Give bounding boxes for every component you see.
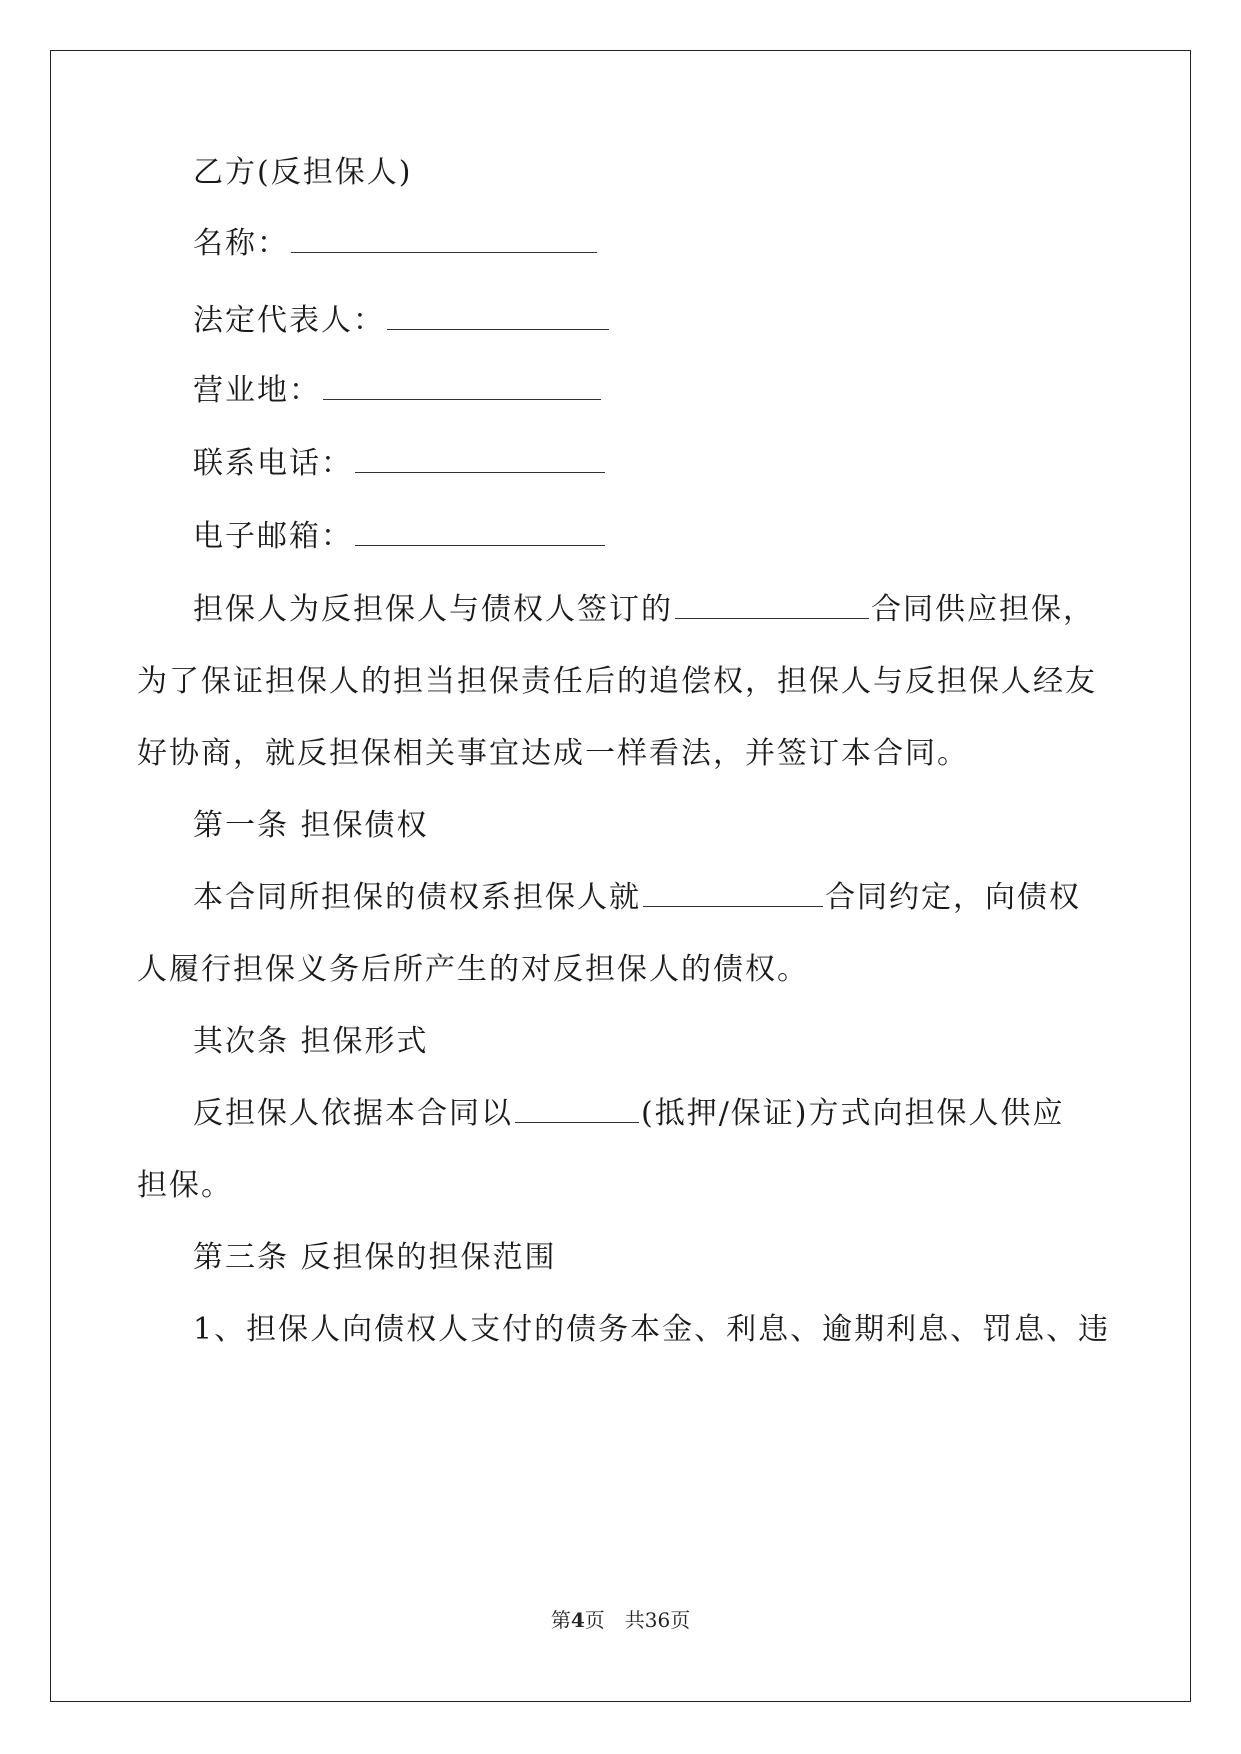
article-1-line-2-text: 人履行担保义务后所产生的对反担保人的债权。	[137, 952, 809, 987]
name-blank	[291, 226, 597, 253]
article-1-title-text: 第一条 担保债权	[193, 808, 429, 843]
intro-contract-blank	[675, 592, 869, 619]
email-label: 电子邮箱：	[193, 519, 353, 554]
article-2-line-2-text: 担保。	[137, 1168, 233, 1203]
article-2-title-text: 其次条 担保形式	[193, 1024, 429, 1059]
party-b-heading-text: 乙方(反担保人)	[193, 155, 413, 190]
intro-line-2	[137, 662, 1097, 702]
phone-field	[193, 444, 607, 484]
address-label: 营业地：	[193, 373, 321, 408]
article-1-line-1	[193, 878, 1081, 918]
phone-blank	[355, 446, 605, 473]
article-1-line-1-a: 本合同所担保的债权系担保人就	[193, 880, 641, 915]
page-footer	[0, 1608, 1241, 1632]
footer-mid: 页	[584, 1608, 605, 1632]
article-2-line-1	[193, 1094, 1065, 1134]
article-3-title-text: 第三条 反担保的担保范围	[193, 1240, 557, 1275]
intro-line-3	[137, 734, 969, 774]
article-3-line-1	[193, 1310, 1110, 1350]
article-2-line-1-a: 反担保人依据本合同以	[193, 1096, 513, 1131]
name-label: 名称：	[193, 226, 289, 261]
phone-label: 联系电话：	[193, 446, 353, 481]
footer-total-pages: 36	[644, 1608, 671, 1632]
legal-rep-field	[193, 301, 611, 341]
article-2-line-2	[137, 1166, 233, 1206]
footer-prefix: 第	[550, 1608, 571, 1632]
intro-line-2-text: 为了保证担保人的担当担保责任后的追偿权，担保人与反担保人经友	[137, 664, 1097, 699]
legal-rep-blank	[387, 303, 609, 330]
article-3-line-1-text: 1、担保人向债权人支付的债务本金、利息、逾期利息、罚息、违	[193, 1312, 1111, 1347]
article-3-title	[193, 1238, 557, 1278]
article-2-method-blank	[515, 1096, 639, 1123]
article-1-line-1-b: 合同约定，向债权	[825, 880, 1081, 915]
name-field	[193, 224, 599, 264]
email-field	[193, 517, 607, 557]
intro-line-1-a: 担保人为反担保人与债权人签订的	[193, 592, 673, 627]
article-1-contract-blank	[643, 880, 823, 907]
intro-line-3-text: 好协商，就反担保相关事宜达成一样看法，并签订本合同。	[137, 736, 969, 771]
party-b-heading	[193, 153, 412, 193]
address-field	[193, 371, 603, 411]
article-2-title	[193, 1022, 429, 1062]
article-1-title	[193, 806, 429, 846]
email-blank	[355, 519, 605, 546]
footer-page-number: 4	[570, 1608, 585, 1632]
footer-suffix: 页	[670, 1608, 691, 1632]
page-border	[50, 50, 1191, 1702]
intro-line-1-b: 合同供应担保，	[871, 592, 1095, 627]
footer-total-prefix: 共	[624, 1608, 645, 1632]
address-blank	[323, 373, 601, 400]
intro-line-1	[193, 590, 1095, 630]
article-1-line-2	[137, 950, 809, 990]
article-2-line-1-b: (抵押/保证)方式向担保人供应	[641, 1096, 1065, 1131]
legal-rep-label: 法定代表人：	[193, 303, 385, 338]
